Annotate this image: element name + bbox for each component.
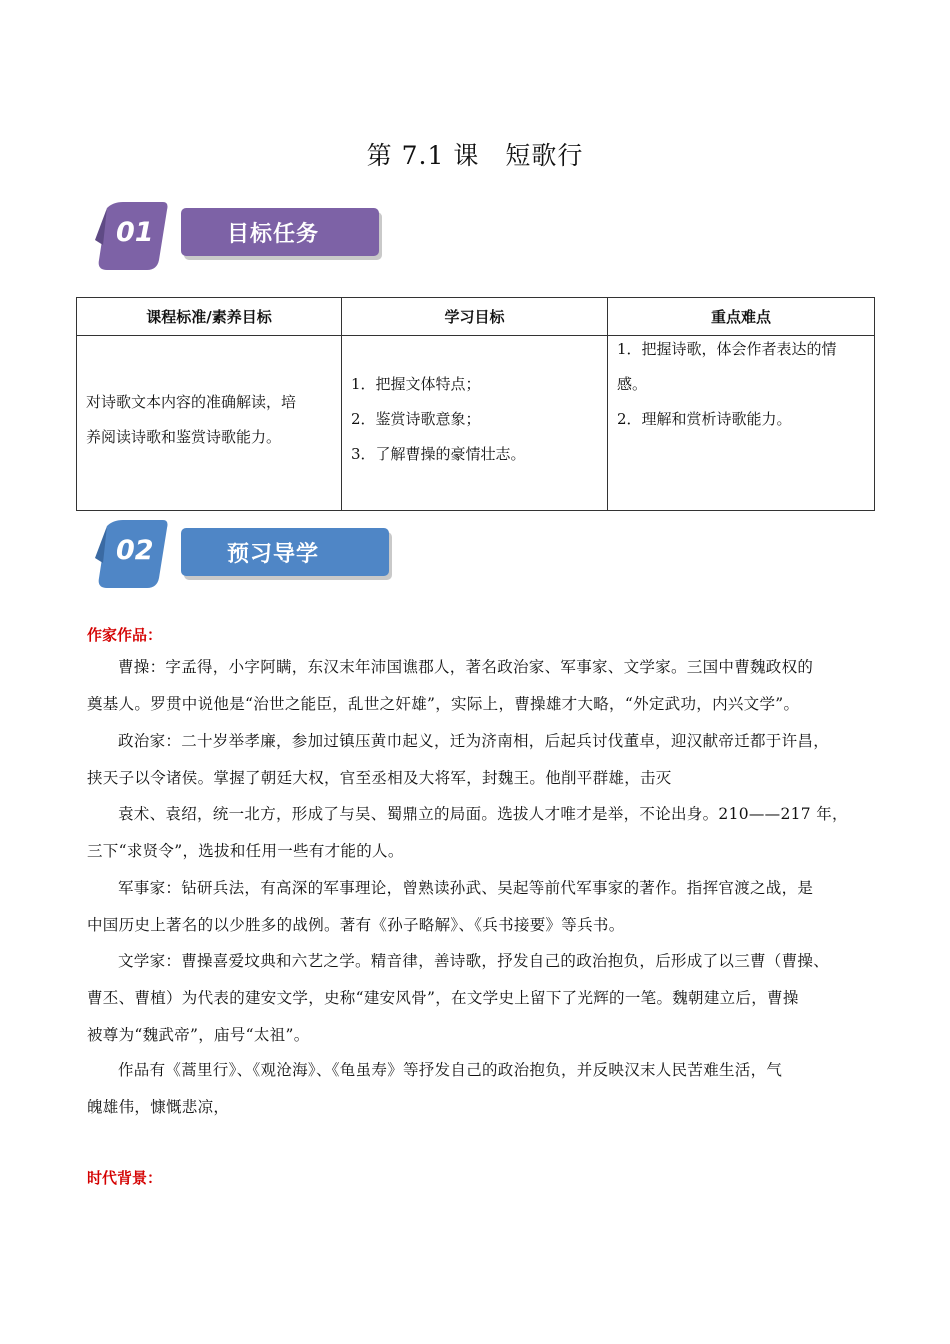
cell-line: 1．把握诗歌，体会作者表达的情 — [617, 340, 837, 358]
cell-key-points — [608, 336, 875, 511]
badge-label: 预习导学 — [227, 541, 320, 567]
paragraph-literary — [87, 943, 877, 1054]
text-line: 曹操：字孟得，小字阿瞒，东汉末年沛国谯郡人，著名政治家、军事家、文学家。三国中曹魏政权的 — [118, 658, 814, 676]
text-line: 曹丕、曹植）为代表的建安文学，史称“建安风骨”，在文学史上留下了光辉的一笔。魏朝建立后，曹操 — [87, 989, 799, 1007]
paragraph-politician — [87, 723, 877, 797]
badge-label: 目标任务 — [227, 221, 320, 247]
cell-learning — [342, 336, 608, 511]
badge-number: 01 — [116, 217, 154, 248]
paragraph-intro — [87, 649, 877, 723]
text-line: 魄雄伟，慷慨悲凉， — [87, 1098, 230, 1116]
text-line: 奠基人。罗贯中说他是“治世之能臣，乱世之奸雄”，实际上，曹操雄才大略，“外定武功，内兴文学”。 — [87, 695, 800, 713]
text-line: 挟天子以令诸侯。掌握了朝廷大权，官至丞相及大将军，封魏王。他削平群雄，击灭 — [87, 769, 672, 787]
paragraph-works — [87, 1052, 877, 1126]
text-line: 政治家：二十岁举孝廉，参加过镇压黄巾起义，迁为济南相，后起兵讨伐董卓，迎汉献帝迁都于许昌， — [118, 732, 830, 750]
header-standard: 课程标准/素养目标 — [77, 298, 342, 336]
cell-line: 1．把握文体特点； — [351, 375, 481, 393]
text-line: 三下“求贤令”，选拔和任用一些有才能的人。 — [87, 842, 404, 860]
text-line: 作品有《蒿里行》、《观沧海》、《龟虽寿》等抒发自己的政治抱负，并反映汉末人民苦难生活，气 — [118, 1061, 783, 1079]
badge-bar — [181, 528, 389, 576]
cell-line: 2．鉴赏诗歌意象； — [351, 410, 481, 428]
text-line: 被尊为“魏武帝”，庙号“太祖”。 — [87, 1026, 310, 1044]
cell-line: 对诗歌文本内容的准确解读，培 — [86, 393, 297, 411]
section-heading-background: 时代背景： — [87, 1169, 163, 1187]
table-row — [77, 336, 875, 511]
page-title: 第 7.1 课 短歌行 — [366, 141, 584, 170]
goals-table — [76, 297, 875, 511]
table-header-row — [77, 298, 875, 336]
cell-line: 感。 — [617, 375, 648, 393]
text-line: 袁术、袁绍，统一北方，形成了与吴、蜀鼎立的局面。选拔人才唯才是举，不论出身。210——217 年， — [118, 805, 848, 823]
cell-line: 养阅读诗歌和鉴赏诗歌能力。 — [86, 428, 282, 446]
cell-line: 3．了解曹操的豪情壮志。 — [351, 445, 526, 463]
section-badge-preview — [93, 518, 393, 598]
badge-number: 02 — [116, 535, 154, 566]
paragraph-military — [87, 870, 877, 944]
section-badge-goals — [93, 200, 393, 280]
text-line: 中国历史上著名的以少胜多的战例。著有《孙子略解》、《兵书接要》等兵书。 — [87, 916, 625, 934]
header-learning: 学习目标 — [342, 298, 608, 336]
paragraph-politician-cont — [87, 796, 877, 870]
text-line: 文学家：曹操喜爱坟典和六艺之学。精音律，善诗歌，抒发自己的政治抱负，后形成了以三曹（曹操、 — [118, 952, 830, 970]
cell-line: 2．理解和赏析诗歌能力。 — [617, 410, 792, 428]
section-heading-author: 作家作品： — [87, 626, 163, 644]
header-key-points: 重点难点 — [608, 298, 875, 336]
cell-standard — [77, 336, 342, 511]
text-line: 军事家：钻研兵法，有高深的军事理论，曾熟读孙武、吴起等前代军事家的著作。指挥官渡之战，是 — [118, 879, 814, 897]
badge-bar — [181, 208, 379, 256]
